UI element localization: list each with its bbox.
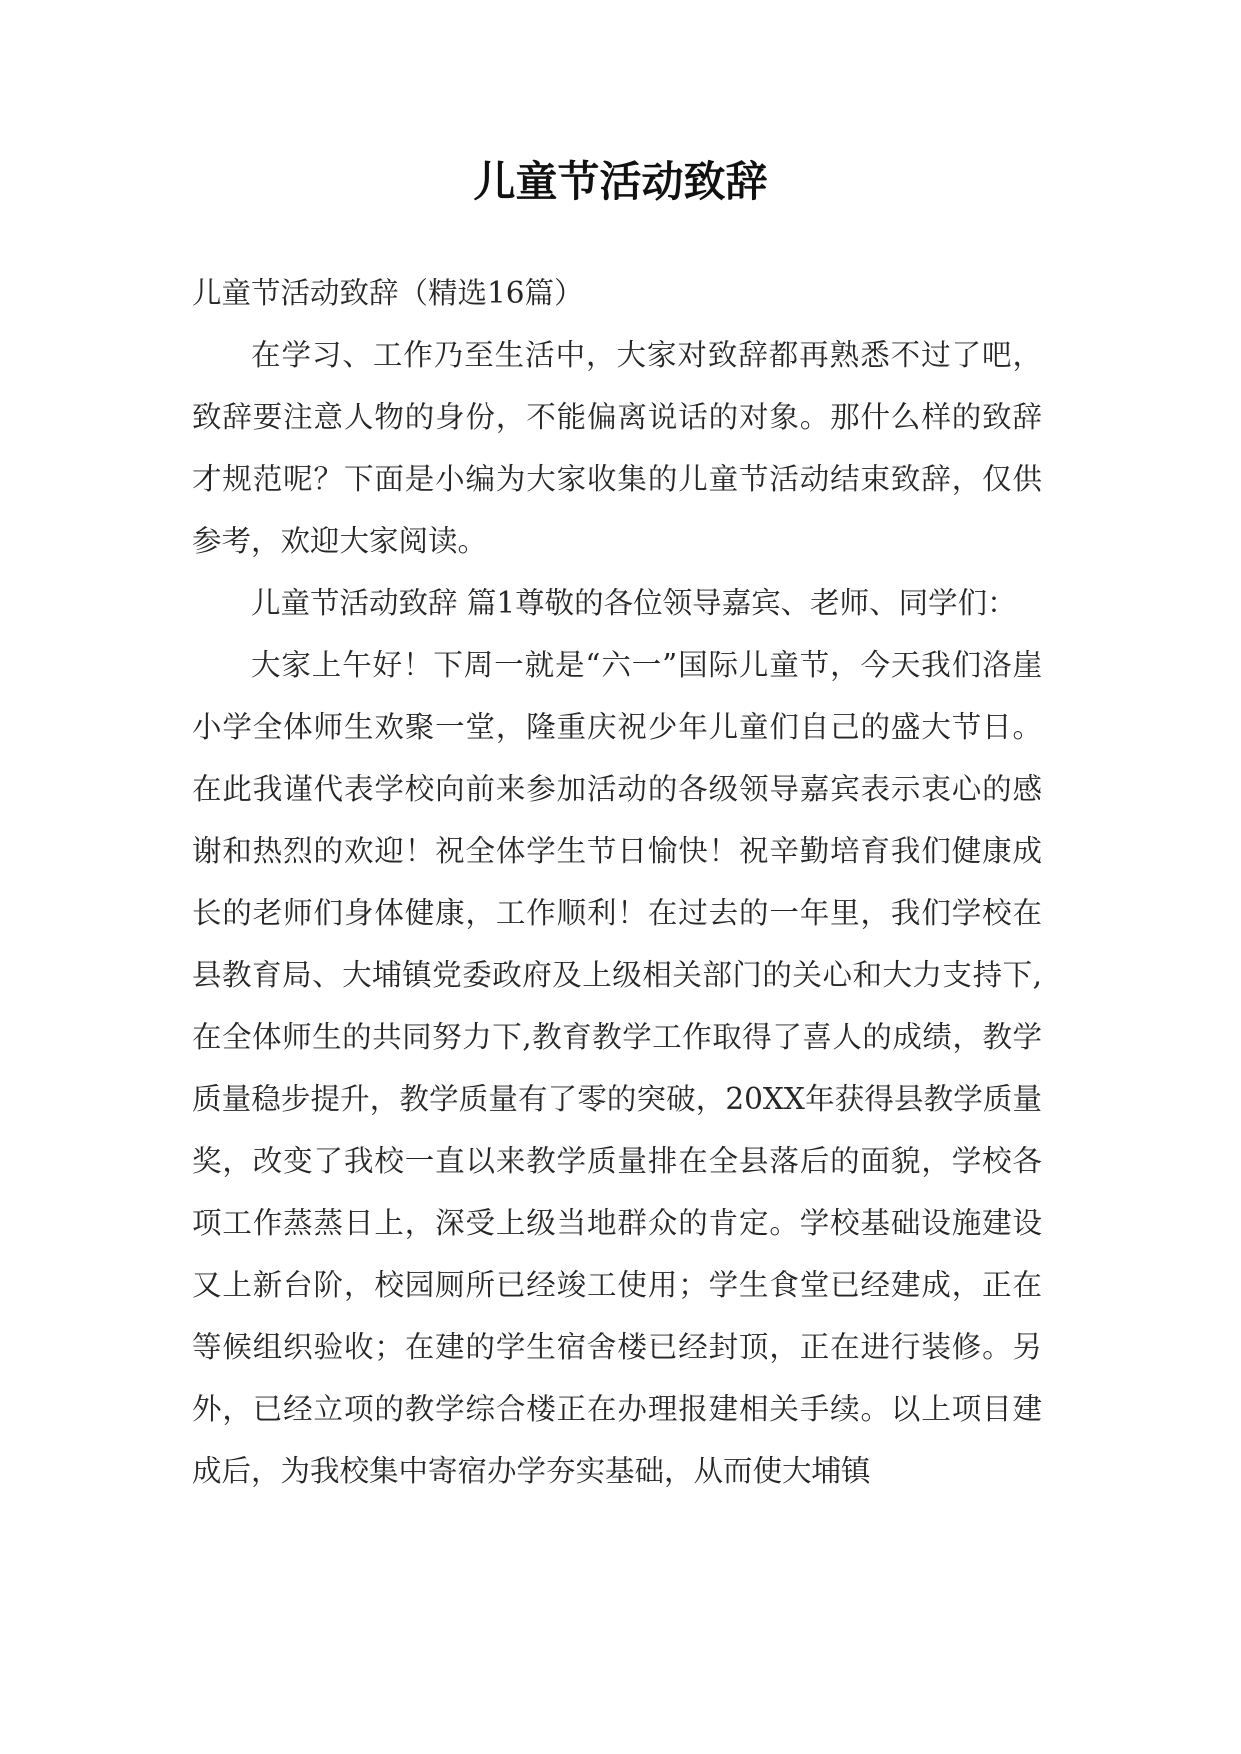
paragraph-intro: 在学习、工作乃至生活中，大家对致辞都再熟悉不过了吧，致辞要注意人物的身份，不能偏离说话的对象。那什么样的致辞才规范呢？下面是小编为大家收集的儿童节活动结束致辞，仅供参考，欢迎大家阅读。 bbox=[192, 338, 1042, 558]
paragraph-salutation: 儿童节活动致辞 篇1尊敬的各位领导嘉宾、老师、同学们： bbox=[251, 586, 1017, 620]
document-title: 儿童节活动致辞 bbox=[473, 157, 768, 206]
paragraph-subtitle: 儿童节活动致辞（精选16篇） bbox=[192, 276, 584, 310]
document-body bbox=[192, 262, 1042, 1502]
paragraph-speech: 大家上午好！下周一就是“六一”国际儿童节，今天我们洛崖小学全体师生欢聚一堂，隆重庆祝少年儿童们自己的盛大节日。在此我谨代表学校向前来参加活动的各级领导嘉宾表示衷心的感谢和热烈的欢迎！祝全体学生节日愉快！祝辛勤培育我们健康成长的老师们身体健康，工作顺利！在过去的一年里，我们学校在县教育局、大埔镇党委政府及上级相关部门的关心和大力支持下,在全体师生的共同努力下,教育教学工作取得了喜人的成绩，教学质量稳步提升，教学质量有了零的突破，20XX年获得县教学质量奖，改变了我校一直以来教学质量排在全县落后的面貌，学校各项工作蒸蒸日上，深受上级当地群众的肯定。学校基础设施建设又上新台阶，校园厕所已经竣工使用；学生食堂已经建成，正在等候组织验收；在建的学生宿舍楼已经封顶，正在进行装修。另外，已经立项的教学综合楼正在办理报建相关手续。以上项目建成后，为我校集中寄宿办学夯实基础，从而使大埔镇 bbox=[192, 648, 1042, 1488]
